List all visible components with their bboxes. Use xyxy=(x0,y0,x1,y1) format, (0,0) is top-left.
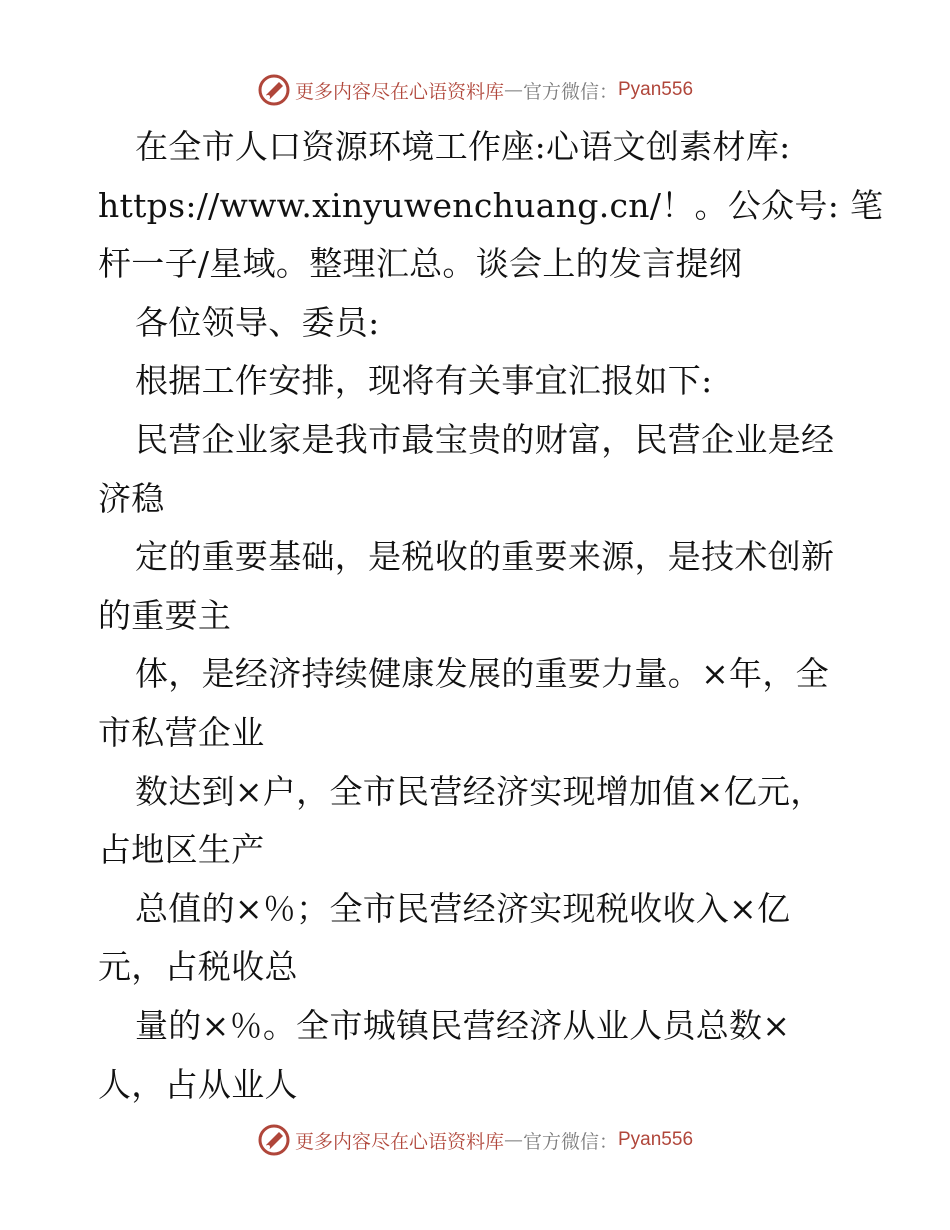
salutation: 各位领导、委员: xyxy=(135,302,380,342)
text-line: 根据工作安排，现将有关事宜汇报如下: xyxy=(135,361,713,401)
text-line: 民营企业家是我市最宝贵的财富，民营企业是经 xyxy=(135,419,835,459)
text-line: 数达到×户，全市民营经济实现增加值×亿元， xyxy=(135,771,824,811)
document-body xyxy=(98,118,884,1114)
watermark-main-text: 更多内容尽在心语资料库 xyxy=(294,80,504,103)
text-line: 在全市人口资源环境工作座:心语文创素材库: xyxy=(135,127,791,166)
watermark-wechat-id: Pyan556 xyxy=(618,79,694,100)
text-line: 定的重要基础，是税收的重要来源，是技术创新 xyxy=(135,537,835,577)
watermark-main-text: 更多内容尽在心语资料库 xyxy=(294,1130,504,1153)
text-line: 总值的×％；全市民营经济实现税收收入×亿 xyxy=(135,888,791,928)
text-line: 人，占从业人 xyxy=(98,1064,298,1104)
text-line: 的重要主 xyxy=(98,595,232,635)
header-watermark xyxy=(0,70,950,110)
watermark-dash: — xyxy=(503,1129,523,1151)
text-line: 元，占税收总 xyxy=(98,947,298,987)
watermark-wechat-id: Pyan556 xyxy=(618,1129,694,1150)
watermark-sub-text: 官方微信： xyxy=(522,80,618,103)
text-line: 济稳 xyxy=(98,478,165,518)
text-line: 体，是经济持续健康发展的重要力量。×年，全 xyxy=(135,654,829,694)
logo-icon xyxy=(257,1123,291,1157)
footer-watermark xyxy=(0,1120,950,1160)
text-line: 量的×％。全市城镇民营经济从业人员总数× xyxy=(135,1005,791,1045)
watermark-dash: — xyxy=(503,79,523,101)
watermark-sub-text: 官方微信： xyxy=(522,1130,618,1153)
logo-icon xyxy=(257,73,291,107)
text-line: 市私营企业 xyxy=(98,712,265,752)
text-line: 占地区生产 xyxy=(98,830,265,870)
text-line-url: https://www.xinyuwenchuang.cn/！。公众号: 笔 xyxy=(98,185,884,225)
text-line: 杆一子/星域。整理汇总。谈会上的发言提纲 xyxy=(98,244,743,284)
